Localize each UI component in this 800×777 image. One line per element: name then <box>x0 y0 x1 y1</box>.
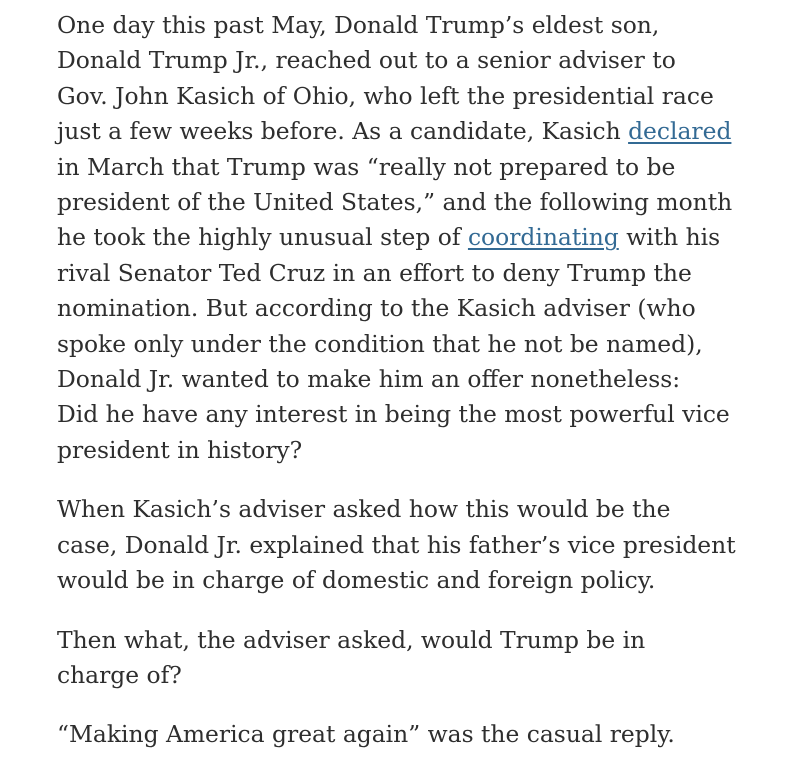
coordinating-link[interactable]: coordinating <box>467 223 619 252</box>
text-run: would be in charge of domestic and foreign policy. <box>57 566 656 595</box>
article-paragraph <box>57 492 757 598</box>
paragraph-line <box>57 433 757 468</box>
text-run: he took the highly unusual step of <box>57 223 468 252</box>
text-run: president of the United States,” and the following month <box>57 188 733 217</box>
text-run: Donald Jr. wanted to make him an offer nonetheless: <box>57 365 681 394</box>
article-paragraph <box>57 8 757 468</box>
article-paragraph <box>57 623 757 694</box>
text-run: nomination. But according to the Kasich adviser (who <box>57 294 696 323</box>
text-run: Then what, the adviser asked, would Trump be in <box>57 625 646 654</box>
paragraph-line <box>57 563 757 598</box>
paragraph-line <box>57 327 757 362</box>
paragraph-line <box>57 150 757 185</box>
paragraph-line <box>57 658 757 693</box>
text-run: When Kasich’s adviser asked how this would be the <box>57 495 671 524</box>
text-run: Did he have any interest in being the most powerful vice <box>57 400 730 429</box>
text-run: president in history? <box>57 435 303 464</box>
text-run: One day this past May, Donald Trump’s eldest son, <box>57 11 660 39</box>
text-run: case, Donald Jr. explained that his father’s vice president <box>57 530 736 559</box>
paragraph-line <box>57 362 757 397</box>
paragraph-line <box>57 397 757 432</box>
article-body <box>57 8 757 777</box>
text-run: with his <box>618 223 721 252</box>
text-run: Gov. John Kasich of Ohio, who left the presidential race <box>57 81 714 110</box>
text-run: in March that Trump was “really not prepared to be <box>57 152 676 181</box>
text-run: just a few weeks before. As a candidate, Kasich <box>57 117 629 146</box>
text-run: rival Senator Ted Cruz in an effort to deny Trump the <box>57 258 692 287</box>
paragraph-line <box>57 220 757 255</box>
paragraph-line <box>57 623 757 658</box>
paragraph-line <box>57 256 757 291</box>
paragraph-line <box>57 528 757 563</box>
text-run: charge of? <box>57 660 182 689</box>
text-run: spoke only under the condition that he not be named), <box>57 329 703 358</box>
text-run: Donald Trump Jr., reached out to a senior adviser to <box>57 46 676 75</box>
paragraph-line <box>57 717 757 752</box>
paragraph-line <box>57 79 757 114</box>
declared-link[interactable]: declared <box>628 117 732 146</box>
paragraph-line <box>57 492 757 527</box>
paragraph-line <box>57 43 757 78</box>
paragraph-line <box>57 8 757 43</box>
article-paragraph <box>57 717 757 752</box>
paragraph-line <box>57 291 757 326</box>
paragraph-line <box>57 185 757 220</box>
text-run: “Making America great again” was the casual reply. <box>57 720 675 749</box>
paragraph-line <box>57 114 757 149</box>
